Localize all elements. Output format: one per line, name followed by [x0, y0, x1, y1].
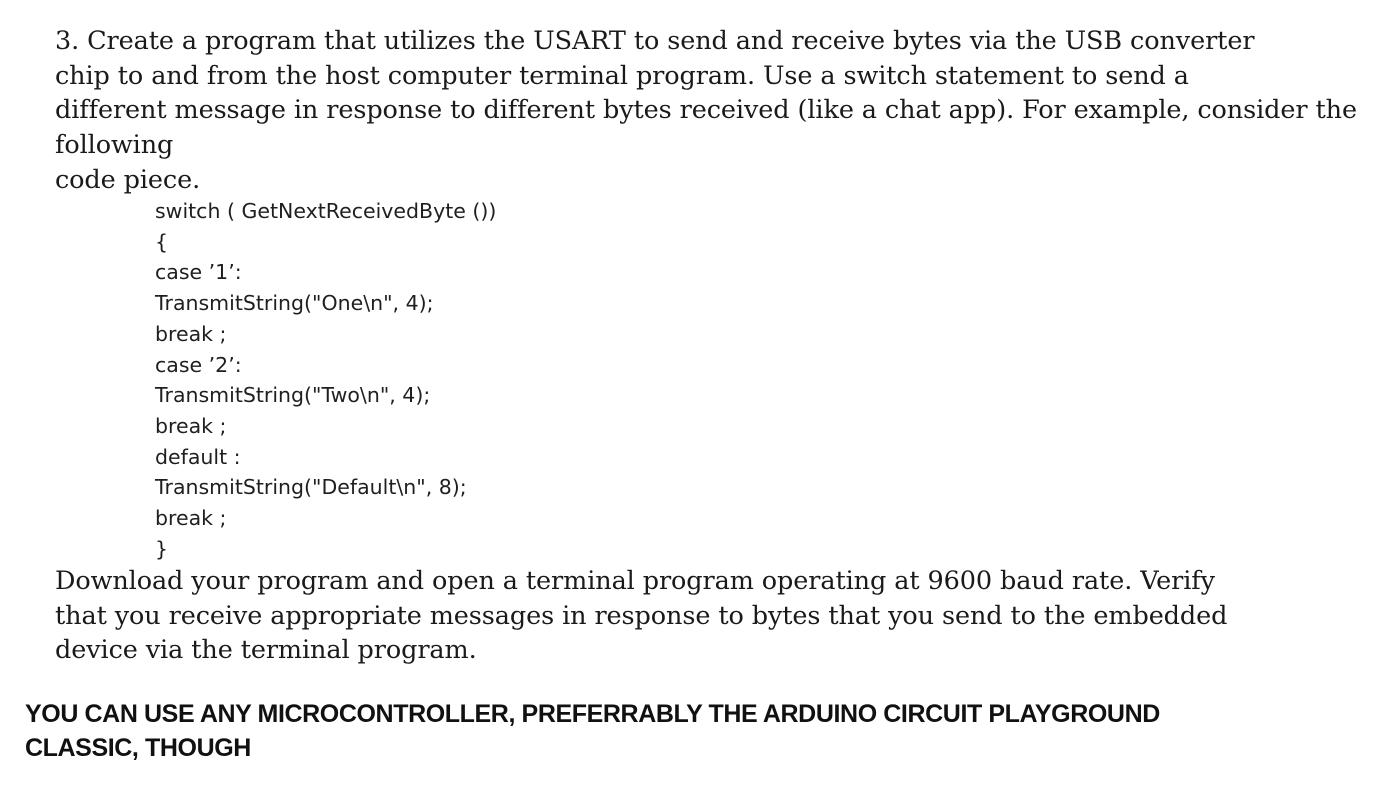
code-snippet — [155, 196, 496, 564]
code-line: switch ( GetNextReceivedByte ()) — [155, 199, 497, 223]
code-line: case ’2’: — [155, 352, 242, 377]
code-line: TransmitString("Two\n", 4); — [155, 383, 431, 408]
problem-line: following — [55, 130, 174, 161]
code-line: TransmitString("Default\n", 8); — [155, 475, 467, 500]
note-line: CLASSIC, THOUGH — [25, 734, 251, 762]
code-line: break ; — [155, 321, 227, 346]
closing-line: device via the terminal program. — [55, 635, 477, 666]
code-line: case ’1’: — [155, 260, 242, 285]
problem-line: chip to and from the host computer terminal program. Use a switch statement to send a — [55, 60, 1189, 91]
microcontroller-note — [25, 697, 1355, 765]
problem-line: code piece. — [55, 164, 201, 195]
code-line: } — [155, 536, 169, 561]
problem-statement — [55, 24, 1355, 198]
problem-line: 3. Create a program that utilizes the USART to send and receive bytes via the USB converter — [55, 26, 1255, 56]
closing-line: Download your program and open a terminal program operating at 9600 baud rate. Verify — [55, 566, 1215, 596]
closing-line: that you receive appropriate messages in response to bytes that you send to the embedded — [55, 600, 1228, 631]
note-line: YOU CAN USE ANY MICROCONTROLLER, PREFERRABLY THE ARDUINO CIRCUIT PLAYGROUND — [25, 700, 1160, 728]
code-line: default : — [155, 444, 241, 469]
code-line: { — [155, 229, 169, 254]
code-line: TransmitString("One\n", 4); — [155, 291, 434, 316]
code-line: break ; — [155, 506, 227, 531]
problem-line: different message in response to different bytes received (like a chat app). For example, consider the — [55, 95, 1357, 126]
code-line: break ; — [155, 413, 227, 438]
closing-instructions — [55, 564, 1355, 668]
